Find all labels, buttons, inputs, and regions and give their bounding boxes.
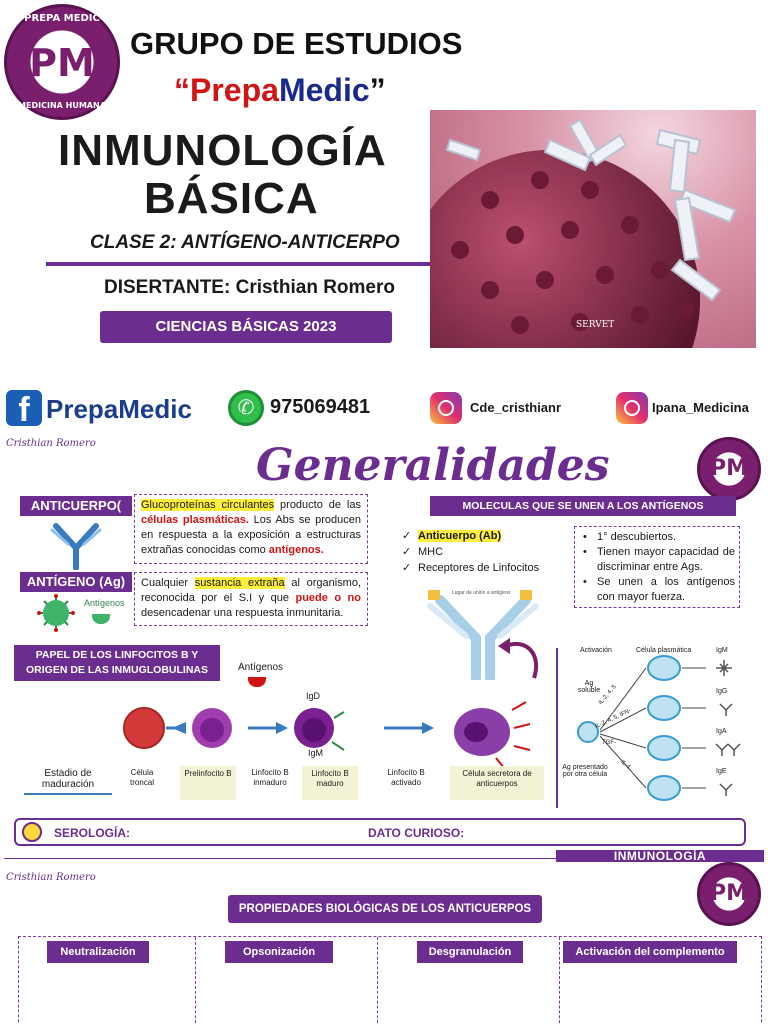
whatsapp-number[interactable]: 975069481: [270, 396, 371, 418]
isotype-igg: IgG: [716, 688, 728, 695]
antigeno-definition: [134, 572, 368, 626]
cytokine-label: IL-4: [619, 759, 632, 771]
celula-plasmatica-label: Célula plasmática: [636, 647, 692, 654]
prop-opsonizacion: Opsonización: [225, 941, 333, 963]
ag-presentado-label: Ag presentado por otra célula: [562, 764, 608, 778]
molecules-title: MOLECULAS QUE SE UNEN A LOS ANTÍGENOS: [430, 496, 736, 516]
prepamedic-logo-small: [697, 437, 761, 501]
anticuerpo-t5: antígenos.: [268, 544, 324, 556]
properties-grid: [18, 936, 762, 1024]
speaker-name: Cristhian Romero: [230, 277, 396, 298]
dato-curioso-label: DATO CURIOSO:: [368, 826, 465, 840]
instagram-icon-1: [430, 392, 462, 424]
anticuerpo-t4: Los Abs se producen en respuesta a la exposición a estructuras extrañas conocidas como: [141, 514, 362, 556]
igd-label: IgD: [306, 691, 321, 701]
antigeno-t2: sustancia extraña: [194, 577, 285, 589]
isotype-ige: IgE: [716, 768, 727, 775]
prepamedic-logo: [4, 4, 120, 120]
section-divider-vertical: [556, 648, 558, 808]
stage-maduro: Linfocito B maduro: [302, 766, 358, 800]
prepamedic-logo-small-2: [697, 862, 761, 926]
igm-label: IgM: [308, 748, 324, 758]
antibody-icon: [46, 520, 106, 570]
antigen-piece-icon: [92, 614, 110, 624]
brand-prepa: Prepa: [190, 72, 279, 108]
cytokine-label: IL-2, 4, 5, IFN-: [594, 708, 633, 730]
fact-item: • Se unen a los antígenos con mayor fuerza.: [579, 575, 735, 605]
facebook-handle[interactable]: PrepaMedic: [46, 394, 192, 424]
speaker-label: DISERTANTE:: [104, 277, 231, 298]
brand-medic: Medic: [278, 72, 370, 108]
serologia-label: SEROLOGÍA:: [54, 826, 131, 840]
serologia-box: [14, 818, 746, 846]
antigeno-t3: al organismo, reconocida por el S.I y que: [141, 577, 362, 604]
prop-complemento: Activación del complemento: [563, 941, 737, 963]
logo-small-letters: PM: [709, 456, 749, 481]
logo-bottom-text: MEDICINA HUMANA: [18, 101, 106, 110]
stage-inmaduro: Linfocito B inmaduro: [251, 768, 289, 787]
stage-secretora: Célula secretora de anticuerpos: [450, 766, 544, 800]
antigen-shape-icon: [248, 677, 266, 687]
curved-arrow-icon: [496, 634, 546, 684]
linfocitos-title: PAPEL DE LOS LINFOCITOS B Y ORIGEN DE LAS INMUGLOBULINAS: [14, 645, 220, 681]
antigeno-img-label: Antígenos: [84, 598, 125, 608]
quote-close: ”: [369, 72, 386, 108]
stage-prelinfocito: Prelinfocito B: [180, 766, 236, 800]
logo-top-text: PREPA MEDIC: [24, 13, 100, 24]
class-number: CLASE 2: [90, 232, 171, 253]
prop-neutralizacion: Neutralización: [47, 941, 149, 963]
instagram-handle-1[interactable]: Cde_cristhianr: [470, 400, 562, 415]
stage-celula-troncal: Célula troncal: [129, 768, 154, 787]
lightbulb-icon: [22, 822, 42, 842]
stage-activado: Linfocito B activado: [387, 768, 425, 787]
grid-divider: [195, 937, 196, 1024]
stage-estadio: Estadio de maduración: [24, 768, 112, 795]
isotype-iga: IgA: [716, 728, 727, 735]
virus-svg: [430, 110, 756, 348]
signature-page2: Cristhian Romero: [6, 872, 96, 883]
instagram-icon-2: [616, 392, 648, 424]
facebook-icon: f: [6, 390, 42, 426]
anticuerpo-definition: [134, 494, 368, 564]
title-divider: [46, 262, 436, 266]
class-subtitle: [90, 232, 400, 254]
quote-open: “: [174, 72, 190, 108]
grid-divider: [377, 937, 378, 1024]
molecule-item: ✓ Anticuerpo (Ab): [400, 528, 539, 544]
logo-letters: PM: [29, 41, 95, 85]
logo-small-letters-2: PM: [709, 881, 749, 906]
anticuerpo-t1: Glucoproteínas circulantes: [141, 499, 275, 511]
molecule-item: ✓ Receptores de Linfocitos: [400, 560, 539, 576]
fact-item: • Tienen mayor capacidad de discriminar entre Ags.: [579, 545, 735, 575]
ab-img-label: Lugar de unión a antígeno: [452, 590, 511, 596]
antigeno-t5: desencadenar una respuesta inmunitaria.: [141, 607, 344, 619]
anticuerpo-t3: células plasmáticas.: [141, 514, 249, 526]
antibody-facts-box: [574, 526, 740, 608]
antigeno-label: ANTÍGENO (Ag): [20, 572, 132, 592]
virus-illustration: [430, 110, 756, 348]
generalidades-title: Generalidades: [256, 440, 610, 491]
cytokine-label: TGF-: [602, 740, 616, 746]
fact-item: • 1° descubiertos.: [579, 530, 735, 545]
group-title: GRUPO DE ESTUDIOS: [130, 26, 463, 61]
activation-svg: [560, 644, 760, 814]
speaker-line: [104, 277, 395, 299]
antigeno-t1: Cualquier: [141, 577, 195, 589]
cytokine-label: IL-2, 4, 5: [597, 683, 618, 707]
propiedades-title: PROPIEDADES BIOLÓGICAS DE LOS ANTICUERPOS: [228, 895, 542, 923]
signature: Cristhian Romero: [6, 438, 96, 449]
stage-table: [20, 766, 546, 802]
image-caption: SERVET: [576, 320, 615, 330]
whatsapp-icon: ✆: [228, 390, 264, 426]
ag-soluble-label: Ag soluble: [577, 680, 601, 694]
molecule-item: ✓ MHC: [400, 544, 539, 560]
class-topic: : ANTÍGENO-ANTICERPO: [170, 232, 400, 253]
ciencias-banner: CIENCIAS BÁSICAS 2023: [100, 311, 392, 343]
isotype-igm: IgM: [716, 647, 728, 654]
brand-line: [174, 72, 386, 109]
footer-tab: INMUNOLOGÍA: [556, 850, 764, 862]
activation-diagram: [560, 644, 760, 814]
grid-divider: [559, 937, 560, 1024]
lymphocyte-maturation-diagram: [116, 690, 550, 770]
main-title-line2: BÁSICA: [144, 174, 319, 223]
antigenos-label: Antígenos: [238, 662, 284, 673]
anticuerpo-t2: producto de las: [274, 499, 361, 511]
antigen-virus-icon: [26, 594, 86, 632]
instagram-handle-2[interactable]: Ipana_Medicina: [652, 400, 749, 415]
main-title-line1: INMUNOLOGÍA: [58, 126, 387, 175]
prop-desgranulacion: Desgranulación: [417, 941, 523, 963]
activation-label: Activación: [580, 647, 612, 654]
molecules-list: [400, 528, 539, 576]
antigeno-t4: puede o no: [295, 592, 361, 604]
anticuerpo-label: ANTICUERPO( Ab): [20, 496, 132, 516]
